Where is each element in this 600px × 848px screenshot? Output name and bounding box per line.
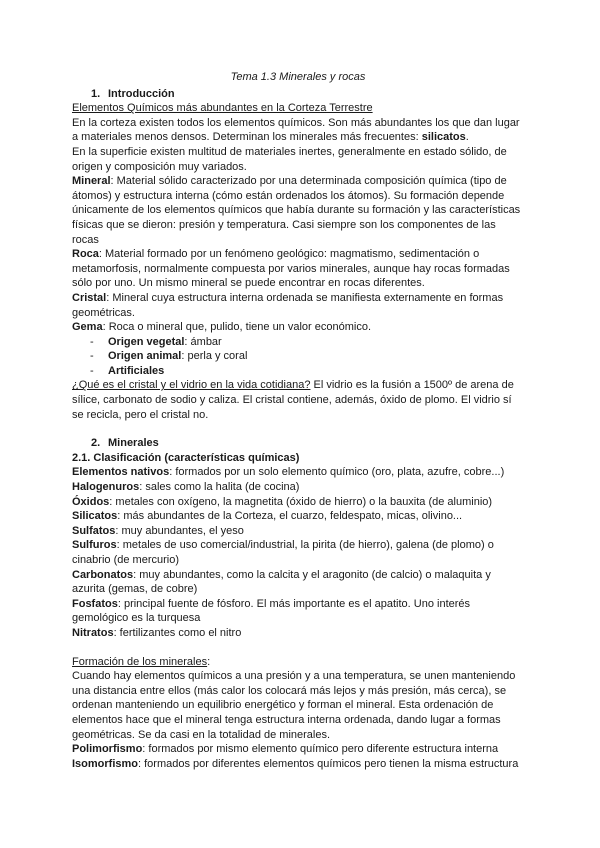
classification-term: Sulfuros [72,539,117,552]
formation-heading [72,655,524,670]
classification-def: : muy abundantes, como la calcita y el aragonito (de calcio) o malaquita y azurita (gemas, de cobre) [72,568,491,596]
spacer [72,422,524,436]
list-item [90,335,524,350]
list-item [90,349,524,364]
definition-roca [72,247,524,291]
def-isomorfismo: : formados por diferentes elementos químicos pero tienen la misma estructura [138,757,519,770]
classification-item [72,465,524,480]
def-mineral: : Material sólido caracterizado por una determinada composición química (tipo de átomos) y estructura interna (cómo están ordenados los átomos). Su formación depende únicamente de los elementos químicos que había durante su formación y las características físicas que se dieron: presión y temperatura. Casi siempre son los componentes de las rocas [72,175,521,246]
formation-heading-colon: : [207,655,211,668]
list-item [90,364,524,379]
classification-def: : sales como la halita (de cocina) [139,481,300,494]
classification-term: Fosfatos [72,597,118,610]
question-cristal-vidrio: ¿Qué es el cristal y el vidrio en la vida cotidiana? [72,379,311,392]
term-cristal: Cristal [72,291,107,304]
classification-item [72,509,524,524]
classification-item [72,524,524,539]
subheading-elementos: Elementos Químicos más abundantes en la Corteza Terrestre [72,102,373,115]
classification-item [72,597,524,626]
list-item-def: : ámbar [184,335,222,348]
classification-term: Elementos nativos [72,466,170,479]
silicatos-emphasis: silicatos [421,131,466,144]
classification-item [72,480,524,495]
paragraph-superficie: En la superficie existen multitud de materiales inertes, generalmente en estado sólido, de origen y composición muy variados. [72,145,507,173]
answer-cristal-vidrio: El vidrio es la fusión a 1500º de arena de sílice, carbonato de sodio y caliza. El cristal contiene, además, óxido de plomo. El vidrio sí se recicla, pero el cristal no. [72,379,514,421]
def-roca: : Material formado por un fenómeno geológico: magmatismo, sedimentación o metamorfosis, normalmente compuesta por varios minerales, aunque hay rocas formadas sólo por uno. Un mismo mineral se puede encontrar en rocas diferentes. [72,248,510,290]
classification-list [72,465,524,640]
subsection-2-1-heading [72,451,524,466]
classification-def: : principal fuente de fósforo. El más importante es el apatito. Uno interés gemológico es la turquesa [72,597,471,625]
def-gema: : Roca o mineral que, pulido, tiene un valor económico. [102,321,372,334]
gema-list [72,335,524,379]
section-1-heading [72,87,524,102]
classification-term: Carbonatos [72,568,134,581]
term-mineral: Mineral [72,175,111,188]
classification-term: Nitratos [72,626,114,639]
term-isomorfismo: Isomorfismo [72,757,139,770]
list-item-def: : perla y coral [181,350,248,363]
classification-def: : metales de uso comercial/industrial, la pirita (de hierro), galena (de plomo) o cinabrio (de mercurio) [72,539,494,566]
section-2-number: 2. [91,437,101,450]
def-cristal: : Mineral cuya estructura interna ordenada se manifiesta externamente en formas geométricas. [72,291,504,319]
classification-def: : formados por un solo elemento químico (oro, plata, azufre, cobre...) [169,466,505,479]
classification-item [72,568,524,597]
formation-heading-text: Formación de los minerales [72,655,208,668]
classification-item [72,495,524,510]
list-item-term: Origen animal [108,350,182,363]
classification-term: Halogenuros [72,481,140,494]
classification-def: : más abundantes de la Corteza, el cuarzo, feldespato, micas, olivino... [117,510,463,523]
classification-item [72,626,524,641]
term-roca: Roca [72,248,99,261]
paragraph-corteza [72,116,524,145]
definition-cristal [72,291,524,320]
classification-term: Óxidos [72,495,110,508]
definition-polimorfismo [72,742,524,757]
definition-isomorfismo [72,757,524,772]
definition-gema [72,320,524,335]
classification-term: Sulfatos [72,524,116,537]
spacer [72,641,524,655]
term-gema: Gema [72,321,103,334]
list-item-term: Origen vegetal [108,335,185,348]
formation-paragraph: Cuando hay elementos químicos a una presión y a una temperatura, se unen manteniendo una distancia entre ellos (más calor los colocará más lejos y más presión, más cerca), se ordenan manteniendo un equilibrio energético y forman el mineral. Esta ordenación de elementos hace que el mineral tenga estructura interna ordenada, dando lugar a formas geométricas. Se da casi en la totalidad de minerales. [72,670,516,741]
list-item-term: Artificiales [108,364,165,377]
classification-item [72,538,524,567]
classification-def: : fertilizantes como el nitro [113,626,242,639]
section-2-heading [72,436,524,451]
definition-mineral [72,174,524,247]
document-title: Tema 1.3 Minerales y rocas [230,71,366,83]
section-1-title: Introducción [108,87,175,100]
classification-def: : metales con oxígeno, la magnetita (óxido de hierro) o la bauxita (de aluminio) [109,495,493,508]
section-2-title: Minerales [108,437,159,450]
term-polimorfismo: Polimorfismo [72,743,143,756]
def-polimorfismo: : formados por mismo elemento químico pero diferente estructura interna [142,743,499,756]
document-page [72,70,524,771]
classification-term: Silicatos [72,510,118,523]
subsection-2-1-title: 2.1. Clasificación (características químicas) [72,451,300,464]
paragraph-corteza-end: . [465,131,469,144]
classification-def: : muy abundantes, el yeso [115,524,244,537]
paragraph-cristal-vidrio [72,378,524,422]
paragraph-corteza-text: En la corteza existen todos los elementos químicos. Son más abundantes los que dan lugar a materiales menos densos. Determinan los minerales más frecuentes: [72,116,520,144]
section-1-number: 1. [91,87,101,100]
